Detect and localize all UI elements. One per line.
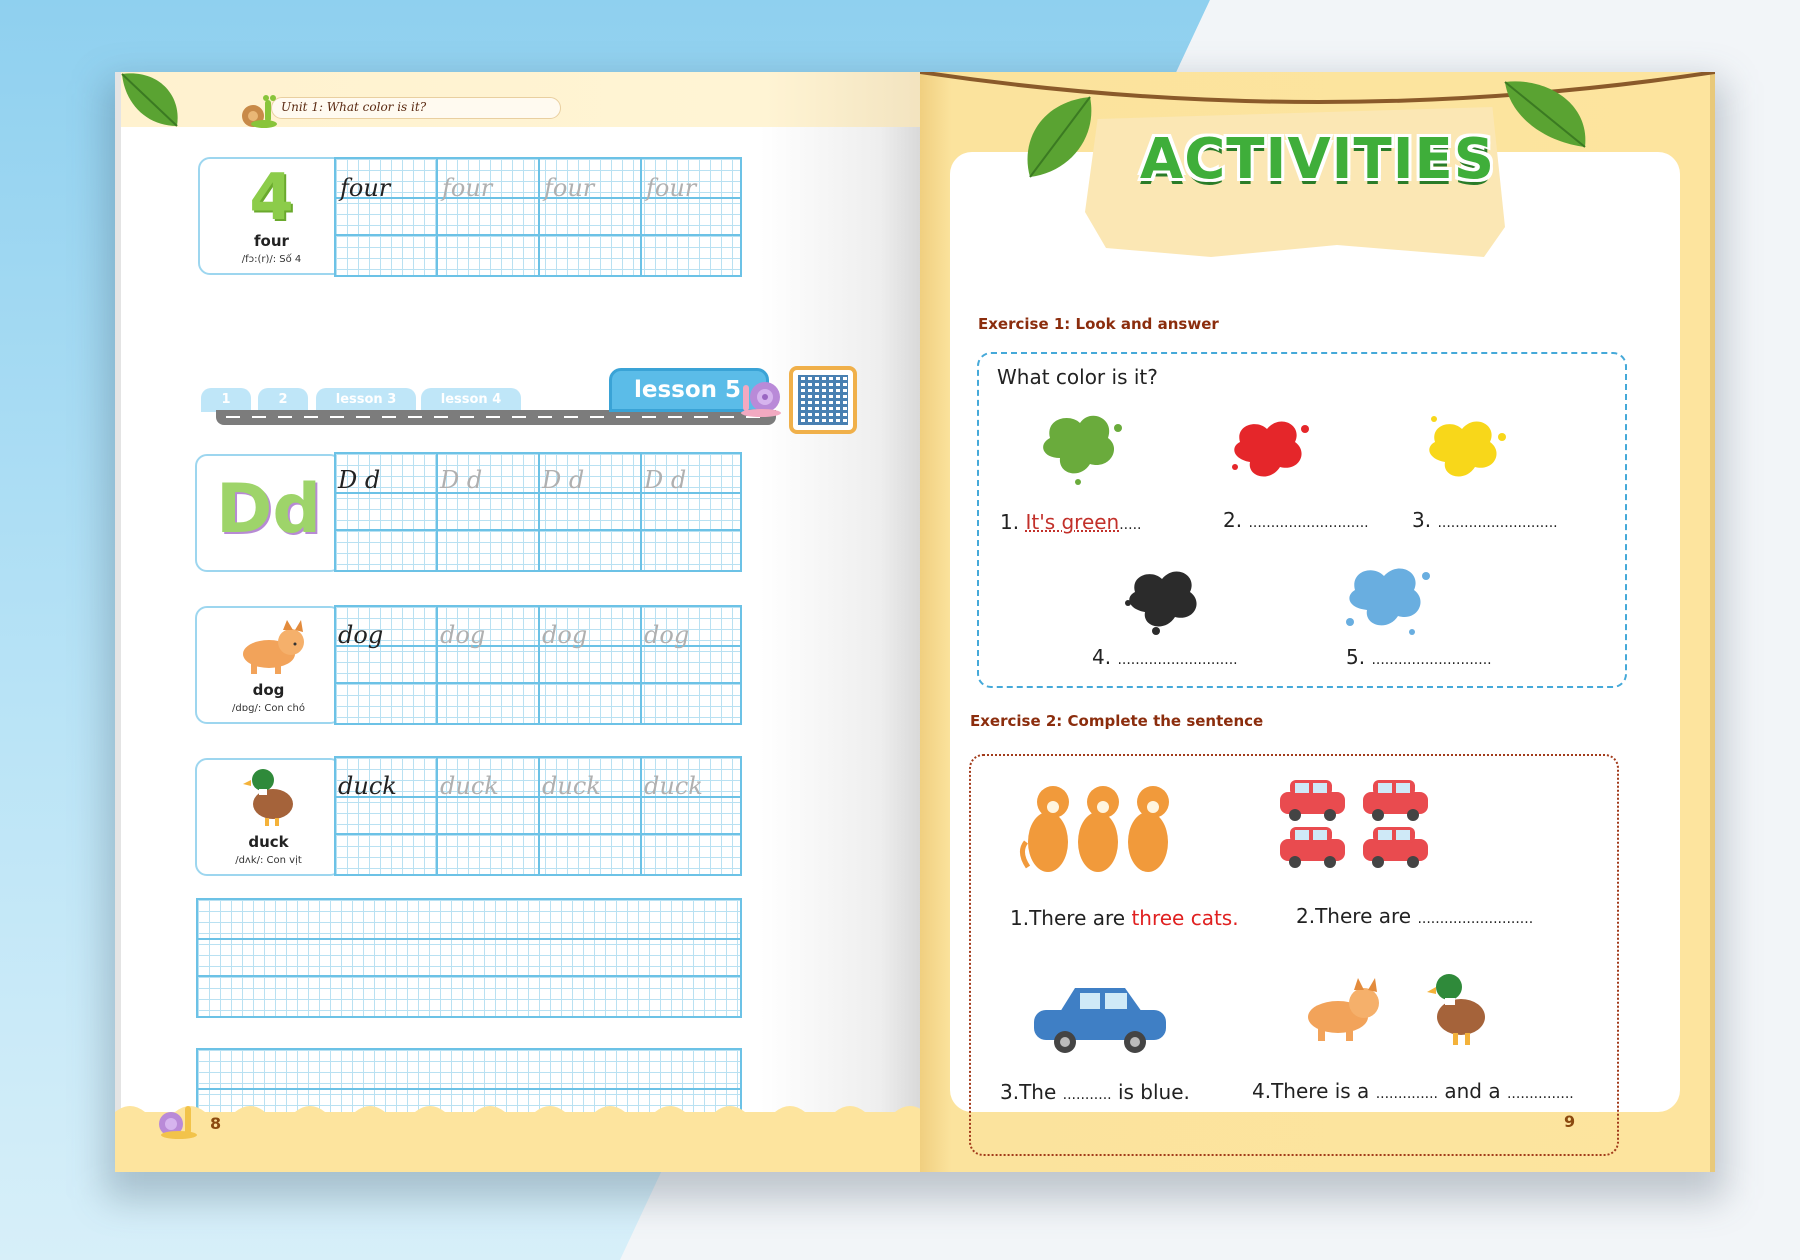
grid-line [436,454,438,570]
duck-card [195,758,342,876]
number-card [198,157,345,275]
sentence-1-prefix: 1.There are [1010,906,1126,930]
letter-dd-big: Dd [215,470,322,549]
dog-icon [231,616,311,676]
grid-line [640,607,642,723]
grid-line [198,975,740,977]
grid-line [436,607,438,723]
card-word: duck [248,833,289,851]
activities-title: ACTIVITIES [1139,127,1496,192]
black-splat-icon [1120,557,1210,637]
tracing-grid[interactable] [334,756,742,876]
sentence-3-part-a: 3.The [1000,1080,1057,1104]
trace-word: duck [338,772,397,800]
green-splat-icon [1030,398,1130,488]
trace-word: D d [338,466,381,494]
grid-line [640,454,642,570]
blue-car-icon [1030,982,1170,1057]
tab-lesson-4[interactable]: lesson 4 [421,388,521,412]
trace-word: D d [440,466,483,494]
dotted-blank: ........................... [1371,652,1492,668]
duck-icon [1425,967,1495,1052]
card-phonetic: /fɔ:(r)/: Số 4 [241,254,302,265]
trace-word: four [544,174,595,202]
unit-title: Unit 1: What color is it? [281,100,427,114]
grid-line [538,758,540,874]
empty-tracing-grid[interactable] [196,898,742,1018]
trace-word: duck [542,772,601,800]
sentence-4-part-a: 4.There is a [1252,1079,1370,1103]
grid-line [538,159,540,275]
trace-word: dog [542,621,588,649]
sentence-3[interactable] [1000,1080,1190,1104]
page-number-left: 8 [210,1114,222,1133]
trace-word: D d [644,466,687,494]
item-number: 4. [1092,645,1112,669]
trace-word: four [442,174,493,202]
answer-line-4[interactable] [1092,645,1238,669]
item-number: 5. [1346,645,1366,669]
grid-line [198,938,740,940]
card-word: dog [252,681,285,699]
right-page [920,72,1715,1172]
dotted-blank: ........... [1062,1087,1112,1103]
item-number: 1. [1000,510,1020,534]
dotted-blank: ........................... [1117,652,1238,668]
red-splat-icon [1225,407,1315,487]
blue-splat-icon [1340,552,1435,637]
sentence-1-answer: three cats. [1131,906,1239,930]
snail-icon [239,90,279,130]
trace-word: dog [644,621,690,649]
left-footer [115,1112,920,1172]
trace-word: four [646,174,697,202]
grid-line [436,159,438,275]
grid-line [538,607,540,723]
dotted-blank: .............. [1375,1086,1438,1102]
trace-word: D d [542,466,585,494]
exercise-1-question: What color is it? [997,365,1158,389]
answer-line-3[interactable] [1412,508,1558,532]
card-phonetic: /dʌk/: Con vịt [235,855,302,866]
grid-line [640,758,642,874]
qr-pattern [798,375,848,425]
dotted-blank: .......................... [1417,911,1534,927]
tracing-grid[interactable] [334,157,742,277]
left-page [115,72,920,1172]
trace-word: dog [338,621,384,649]
dotted-blank: ............... [1506,1086,1574,1102]
answer-line-5[interactable] [1346,645,1492,669]
grid-line [198,1088,740,1090]
leaf-icon [117,64,187,134]
number-four-big: 4 [249,161,294,235]
snail-icon [155,1100,199,1140]
wave-border [115,1100,920,1114]
sentence-4[interactable] [1252,1079,1574,1103]
tab-lesson-3[interactable]: lesson 3 [316,388,416,412]
trace-word: four [340,174,391,202]
card-phonetic: /dɒg/: Con chó [232,703,305,714]
tab-lesson-5-active[interactable]: lesson 5 [609,368,769,412]
grid-line [436,758,438,874]
red-cars-icon [1275,777,1435,877]
sentence-2[interactable] [1296,904,1533,928]
trace-word: duck [644,772,703,800]
snail-icon [739,377,787,417]
trace-word: duck [440,772,499,800]
item-number: 3. [1412,508,1432,532]
sentence-1[interactable] [1010,906,1239,930]
dog-icon [1298,975,1388,1045]
dotted-blank: ........................... [1248,515,1369,531]
dotted-blank: ..... [1119,517,1142,533]
tracing-grid[interactable] [334,452,742,572]
qr-code[interactable] [789,366,857,434]
grid-line [640,159,642,275]
item-number: 2. [1223,508,1243,532]
answer-1-text: It's green [1025,510,1120,534]
answer-line-1[interactable] [1000,510,1142,534]
tab-1[interactable]: 1 [201,388,251,412]
tab-2[interactable]: 2 [258,388,308,412]
trace-word: dog [440,621,486,649]
road-divider [216,410,776,425]
three-cats-icon [1018,772,1198,882]
page-number-right: 9 [1564,1112,1576,1131]
yellow-splat-icon [1420,407,1510,487]
duck-icon [241,764,301,830]
dog-card [195,606,342,724]
card-word: four [254,232,289,250]
answer-line-2[interactable] [1223,508,1369,532]
sentence-2-text: 2.There are [1296,904,1412,928]
letter-card [195,454,342,572]
exercise-2-title: Exercise 2: Complete the sentence [970,712,1264,730]
exercise-1-title: Exercise 1: Look and answer [978,315,1219,333]
grid-line [538,454,540,570]
sentence-3-part-b: is blue. [1117,1080,1190,1104]
dotted-blank: ........................... [1437,515,1558,531]
tracing-grid[interactable] [334,605,742,725]
sentence-4-part-b: and a [1444,1079,1501,1103]
